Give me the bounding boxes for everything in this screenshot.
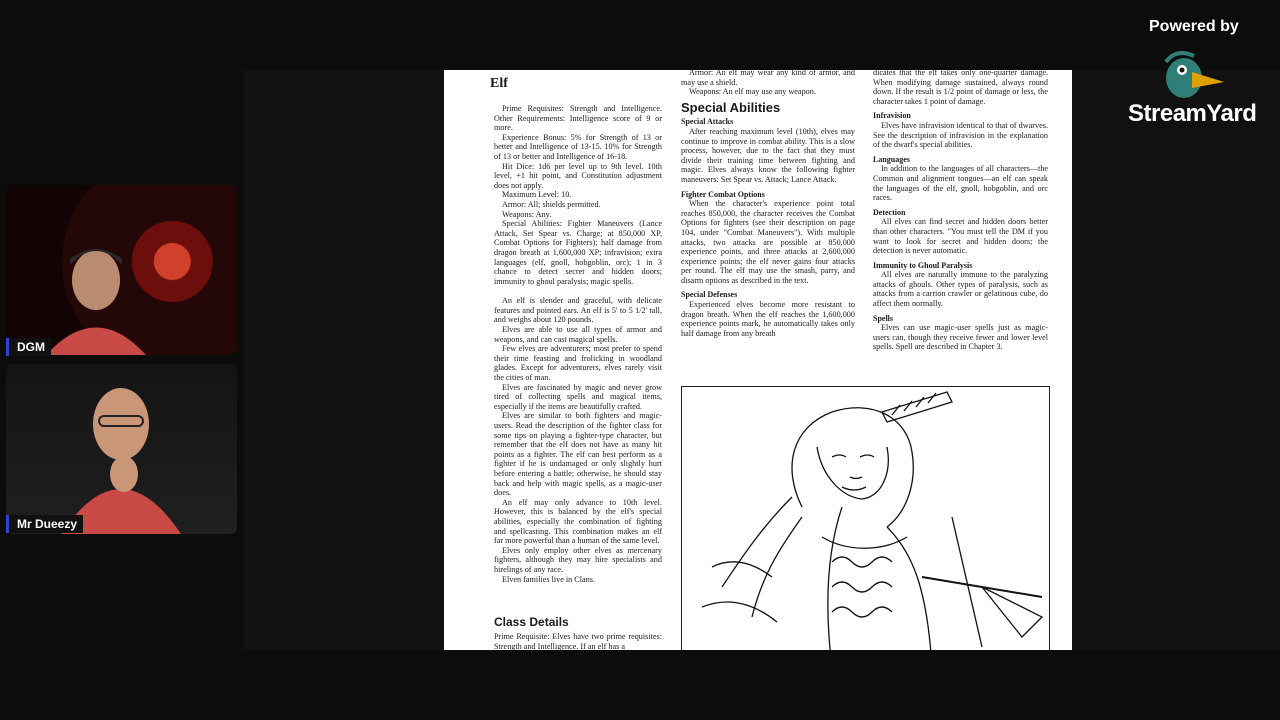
desc-paragraph: An elf is slender and graceful, with delicate features and pointed ears. An elf is 5' to 5 1/2' tall, and weighs about 120 pounds. <box>494 296 662 325</box>
spells-text: Elves can use magic-user spells just as magic-users can, though they receive fewer and lower level spells. Spell are described in Chapter 3. <box>873 323 1048 352</box>
page-title: Elf <box>490 76 508 91</box>
person-silhouette <box>6 185 237 355</box>
infravision-title: Infravision <box>873 111 911 121</box>
desc-paragraph: Few elves are adventurers; most prefer to spend their time feasting and frolicking in woodland glades. Except for adventurers, elves rarely visit the cities of man. <box>494 344 662 383</box>
fighter-options-text: When the character's experience point total reaches 850,000, the character receives the Combat Options for fighters (see their description on page 104, under "Combat Maneuvers"). With multiple attacks, two attacks are possible at 850,000 experience points, and three attacks at 2,600,000 experience points; the elf never gains four attacks per round. The elf may use the smash, parry, and disarm options as described in the text. <box>681 199 855 285</box>
participant-name-tag: Mr Dueezy <box>6 515 83 533</box>
elf-drawing <box>682 387 1049 650</box>
elf-illustration <box>681 386 1050 650</box>
infravision-text: Elves have infravision identical to that of dwarves. See the description of infravision in the explanation of the dwarf's special abilities. <box>873 120 1048 150</box>
desc-paragraph: Elves are able to use all types of armor and weapons, and can cast magical spells. <box>494 325 662 344</box>
languages-text: In addition to the languages of all characters—the Common and alignment tongues—an elf can speak the languages of the elf, gnoll, hobgoblin, and orc races. <box>873 164 1048 203</box>
special-defenses-title: Special Defenses <box>681 290 738 300</box>
special-abilities-heading: Special Abilities <box>681 99 781 115</box>
ghoul-immunity-text: All elves are naturally immune to the paralyzing attacks of ghouls. Other types of paralysis, such as attacks from a carrion crawler or gelatinous cube, do affect them normally. <box>873 270 1048 309</box>
stat-line: Hit Dice: 1d6 per level up to 9th level. 10th level, +1 hit point, and Constitution adjustment does not apply. <box>494 161 662 190</box>
elf-stats-column <box>494 104 662 584</box>
detection-title: Detection <box>873 207 906 217</box>
armor-line: Armor: An elf may wear any kind of armor, and may use a shield. <box>681 70 855 87</box>
special-abilities-column <box>681 70 855 338</box>
stat-line: Maximum Level: 10. <box>502 190 572 200</box>
stat-line: Weapons: Any. <box>502 209 552 219</box>
powered-by-label: Powered by <box>1149 18 1239 35</box>
participant-name-tag: DGM <box>6 338 51 356</box>
stat-line: Prime Requisites: Strength and Intelligence. Other Requirements: Intelligence score of 9 or more. <box>494 104 662 133</box>
streamyard-logo-text: StreamYard <box>1128 100 1257 127</box>
desc-paragraph: Elves only employ other elves as mercenary fighters, although they may hire specialists and hirelings of any race. <box>494 545 662 574</box>
stat-line: Special Abilities: Fighter Maneuvers (Lance Attack, Set Spear vs. Charge; at 850,000 XP, Combat Options for Fighters); half damage from dragon breath at 1,600,000 XP; infravision; extra languages (elf, gnoll, hobgoblin, orc); 1 in 3 chance to detect secret and hidden doors; immunity to ghoul paralysis; magic spells. <box>494 219 662 286</box>
ghoul-immunity-title: Immunity to Ghoul Paralysis <box>873 260 973 270</box>
rulebook-page <box>444 70 1072 650</box>
desc-paragraph: An elf may only advance to 10th level. However, this is balanced by the elf's special abilities, especially the combination of fighting and spellcasting. This combination makes an elf far more powerful than a human of the same level. <box>494 497 662 546</box>
participant-video-mr-dueezy <box>6 364 237 534</box>
desc-paragraph: Elven families live in Clans. <box>502 574 596 584</box>
stat-line: Experience Bonus: 5% for Strength of 13 or better and Intelligence of 13-15. 10% for Strength of 13 or better and Intelligence of 16-18. <box>494 132 662 161</box>
weapons-line: Weapons: An elf may use any weapon. <box>689 87 816 97</box>
streamyard-duck-icon <box>1162 48 1226 100</box>
class-details-text: Prime Requisite: Elves have two prime requisites: Strength and Intelligence. If an elf has a <box>494 632 662 650</box>
desc-paragraph: Elves are fascinated by magic and never grow tired of collecting spells and magical items, especially if the items are beautifully crafted. <box>494 382 662 411</box>
special-attacks-title: Special Attacks <box>681 117 734 127</box>
class-details-heading: Class Details <box>494 615 569 629</box>
desc-paragraph: Elves are similar to both fighters and magic-users. Read the description of the fighter class for some tips on playing a fighter-type character, but remember that the elf does not have as many hit points as a fighter. The elf can best perform as a fighter if he is undamaged or only slightly hurt before entering a battle; otherwise, he should stay back and help with magic spells, as a magic-user does. <box>494 411 662 498</box>
stat-line: Armor: All; shields permitted. <box>502 199 601 209</box>
continued-text: dicates that the elf takes only one-quarter damage. When modifying damage sustained, always round down. If the result is 1/2 point of damage or less, the character takes 1 point of damage. <box>873 70 1048 106</box>
special-attacks-text: After reaching maximum level (10th), elves may continue to improve in combat ability. This is a slow process, however, due to the fact that they must divide their training time between fighting and magic. Elves always know the following fighter maneuvers: Set Spear vs. Attack; Lance Attack. <box>681 126 855 184</box>
person-silhouette <box>6 364 237 534</box>
spells-title: Spells <box>873 313 894 323</box>
fighter-options-title: Fighter Combat Options <box>681 189 765 199</box>
languages-title: Languages <box>873 154 910 164</box>
participant-video-dgm <box>6 185 237 355</box>
special-defenses-text: Experienced elves become more resistant to dragon breath. When the elf reaches the 1,600,000 experience points mark, he automatically takes only half damage from any breath <box>681 300 855 338</box>
abilities-column-right <box>873 70 1048 352</box>
detection-text: All elves can find secret and hidden doors better than other characters. "You must tell the DM if you want to look for secret and hidden doors; the detection is never automatic. <box>873 217 1048 256</box>
